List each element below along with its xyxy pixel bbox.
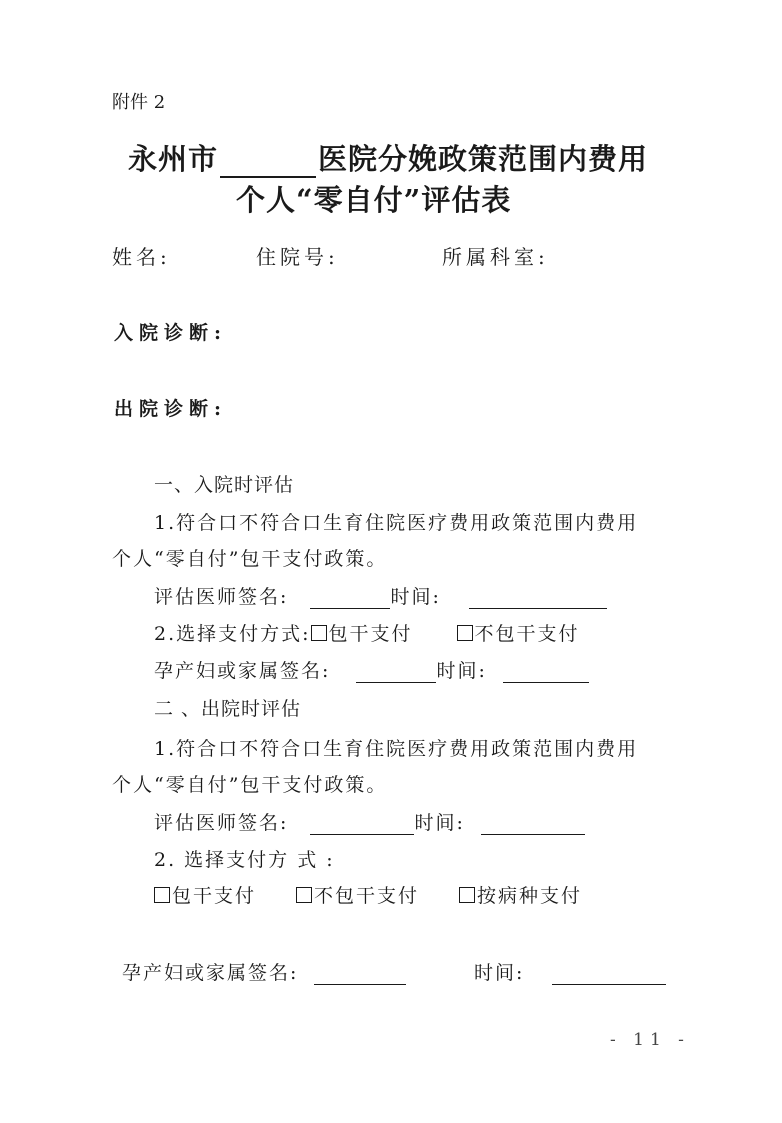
section1-item1-line1: 1.符合口不符合口生育住院医疗费用政策范围内费用 (154, 512, 639, 534)
family-time-blank[interactable] (503, 662, 589, 683)
form-title-line2: 个人“零自付”评估表 (236, 183, 512, 217)
section2-heading: 二 、出院时评估 (154, 698, 302, 720)
family-sign-label: 孕产妇或家属签名: (154, 660, 331, 682)
doctor-sign-blank[interactable] (310, 588, 390, 609)
form-title-line1: 永州市 医院分娩政策范围内费用 (128, 142, 649, 176)
doctor-sign-label: 评估医师签名: (154, 586, 289, 608)
option-package-payment: 包干支付 (328, 623, 413, 645)
family-time-label: 时间: (436, 660, 487, 682)
checkbox-no-package-payment[interactable] (296, 887, 312, 903)
final-time-blank[interactable] (552, 964, 666, 985)
section1-doctor-sign-row (154, 582, 607, 609)
doctor-sign-label: 评估医师签名: (154, 812, 289, 834)
section1-family-sign-row (154, 656, 589, 683)
checkbox-disease-payment[interactable] (459, 887, 475, 903)
discharge-diagnosis-label: 出院诊断: (114, 398, 228, 420)
doctor-time-blank[interactable] (469, 588, 607, 609)
doctor-time-blank[interactable] (481, 814, 585, 835)
section2-payment-label: 2. 选择支付方 式 : (154, 849, 335, 871)
family-sign-blank[interactable] (314, 964, 406, 985)
time-label: 时间: (474, 962, 525, 984)
time-label: 时间: (414, 812, 465, 834)
admission-diagnosis-label: 入院诊断: (114, 322, 228, 344)
final-time-row (474, 958, 666, 985)
section2-item1-line2: 个人“零自付”包干支付政策。 (112, 774, 388, 796)
family-sign-blank[interactable] (356, 662, 436, 683)
department-label: 所属科室: (442, 245, 549, 269)
hospital-name-blank[interactable] (220, 150, 316, 178)
option-no-package-payment: 不包干支付 (314, 885, 420, 907)
section1-payment-row (154, 619, 580, 646)
checkbox-package-payment[interactable] (154, 887, 170, 903)
time-label: 时间: (390, 586, 441, 608)
payment-method-label: 2.选择支付方式: (154, 623, 311, 645)
section1-heading: 一、入院时评估 (154, 474, 295, 496)
admission-number-label: 住院号: (256, 245, 339, 269)
section2-doctor-sign-row (154, 808, 585, 835)
option-disease-payment: 按病种支付 (477, 885, 583, 907)
checkbox-package-payment[interactable] (311, 625, 327, 641)
section1-item1-line2: 个人“零自付”包干支付政策。 (112, 548, 388, 570)
patient-name-label: 姓名: (112, 245, 171, 269)
final-family-sign-row (122, 958, 406, 985)
page-number: - 11 - (610, 1030, 690, 1050)
checkbox-no-package-payment[interactable] (457, 625, 473, 641)
attachment-label: 附件 2 (112, 92, 166, 113)
option-no-package-payment: 不包干支付 (474, 623, 580, 645)
option-package-payment: 包干支付 (172, 885, 257, 907)
section2-item1-line1: 1.符合口不符合口生育住院医疗费用政策范围内费用 (154, 738, 639, 760)
family-sign-label: 孕产妇或家属签名: (122, 962, 299, 984)
section2-payment-options (154, 881, 582, 908)
doctor-sign-blank[interactable] (310, 814, 414, 835)
